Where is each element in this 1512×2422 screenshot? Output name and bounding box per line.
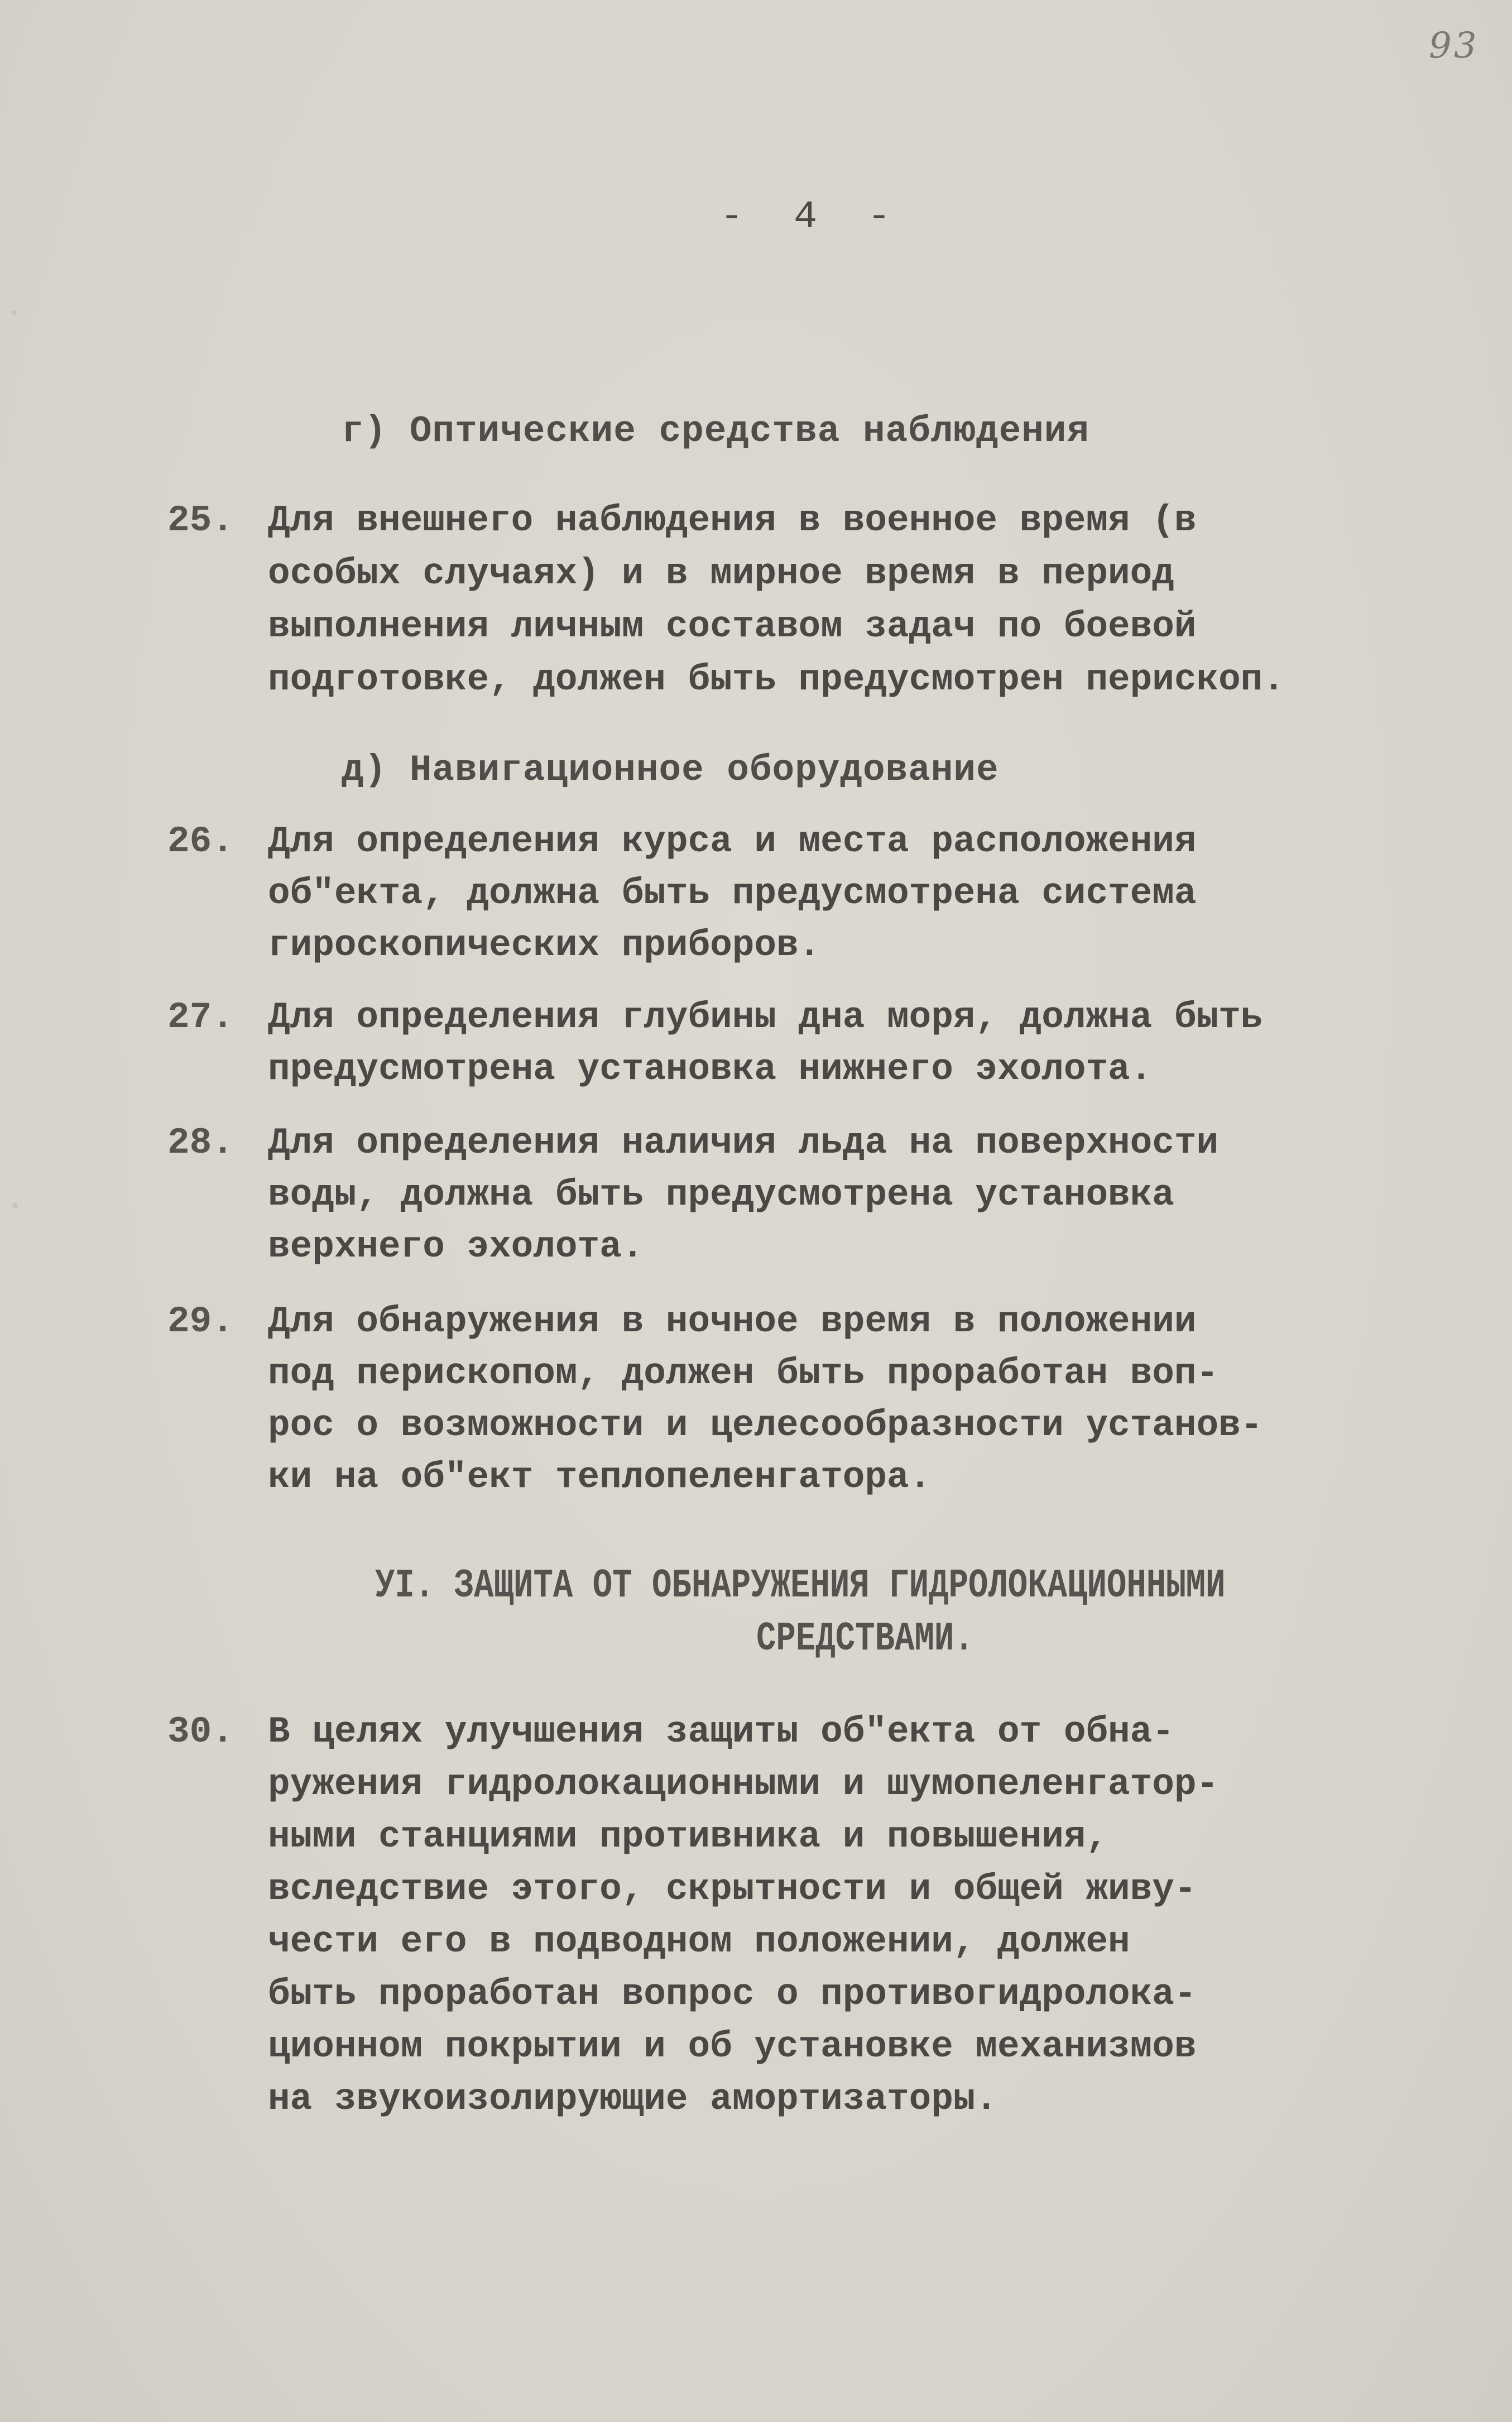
item-line: Для определения наличия льда на поверхности bbox=[268, 1122, 1219, 1164]
item-line: подготовке, должен быть предусмотрен перископ. bbox=[268, 659, 1285, 701]
item-line: Для определения глубины дна моря, должна быть bbox=[268, 996, 1263, 1038]
item-line: ционном покрытии и об установке механизмов bbox=[268, 2026, 1197, 2068]
item-line: воды, должна быть предусмотрена установка bbox=[268, 1174, 1174, 1216]
item-line: вследствие этого, скрытности и общей живу- bbox=[268, 1868, 1197, 1910]
page-number: - 4 - bbox=[720, 195, 905, 239]
item-line: рос о возможности и целесообразности установ- bbox=[268, 1404, 1263, 1446]
item-number: 27. bbox=[167, 996, 234, 1038]
item-number: 26. bbox=[167, 821, 234, 862]
item-line: ки на об"ект теплопеленгатора. bbox=[268, 1456, 932, 1498]
item-line: Для внешнего наблюдения в военное время (в bbox=[268, 500, 1197, 541]
item-line: ружения гидролокационными и шумопеленгатор- bbox=[268, 1763, 1219, 1805]
subheading-navigation: д) Навигационное оборудование bbox=[342, 749, 999, 791]
margin-mark bbox=[11, 310, 17, 315]
item-line: гироскопических приборов. bbox=[268, 924, 821, 966]
item-line: верхнего эхолота. bbox=[268, 1226, 644, 1268]
item-number: 30. bbox=[167, 1711, 234, 1753]
item-number: 28. bbox=[167, 1122, 234, 1164]
section-title-line2: СРЕДСТВАМИ. bbox=[756, 1616, 974, 1662]
item-line: на звукоизолирующие амортизаторы. bbox=[268, 2078, 998, 2120]
item-line: Для определения курса и места расположения bbox=[268, 821, 1197, 862]
subheading-optical: г) Оптические средства наблюдения bbox=[342, 410, 1090, 452]
item-line: чести его в подводном положении, должен bbox=[268, 1921, 1130, 1963]
item-line: ными станциями противника и повышения, bbox=[268, 1816, 1108, 1858]
item-line: об"екта, должна быть предусмотрена система bbox=[268, 872, 1197, 914]
item-line: Для обнаружения в ночное время в положении bbox=[268, 1301, 1197, 1342]
item-line: выполнения личным составом задач по боевой bbox=[268, 606, 1197, 648]
item-number: 29. bbox=[167, 1301, 234, 1342]
item-number: 25. bbox=[167, 500, 234, 541]
archive-page-number: 93 bbox=[1429, 25, 1479, 66]
item-line: В целях улучшения защиты об"екта от обна- bbox=[268, 1711, 1174, 1753]
item-line: быть проработан вопрос о противогидролока- bbox=[268, 1973, 1197, 2015]
item-line: под перископом, должен быть проработан воп- bbox=[268, 1353, 1219, 1394]
margin-mark bbox=[12, 1203, 18, 1208]
item-line: особых случаях) и в мирное время в период bbox=[268, 553, 1174, 594]
section-title-line1: УI. ЗАЩИТА ОТ ОБНАРУЖЕНИЯ ГИДРОЛОКАЦИОННЫМИ bbox=[375, 1563, 1226, 1609]
item-line: предусмотрена установка нижнего эхолота. bbox=[268, 1048, 1153, 1090]
